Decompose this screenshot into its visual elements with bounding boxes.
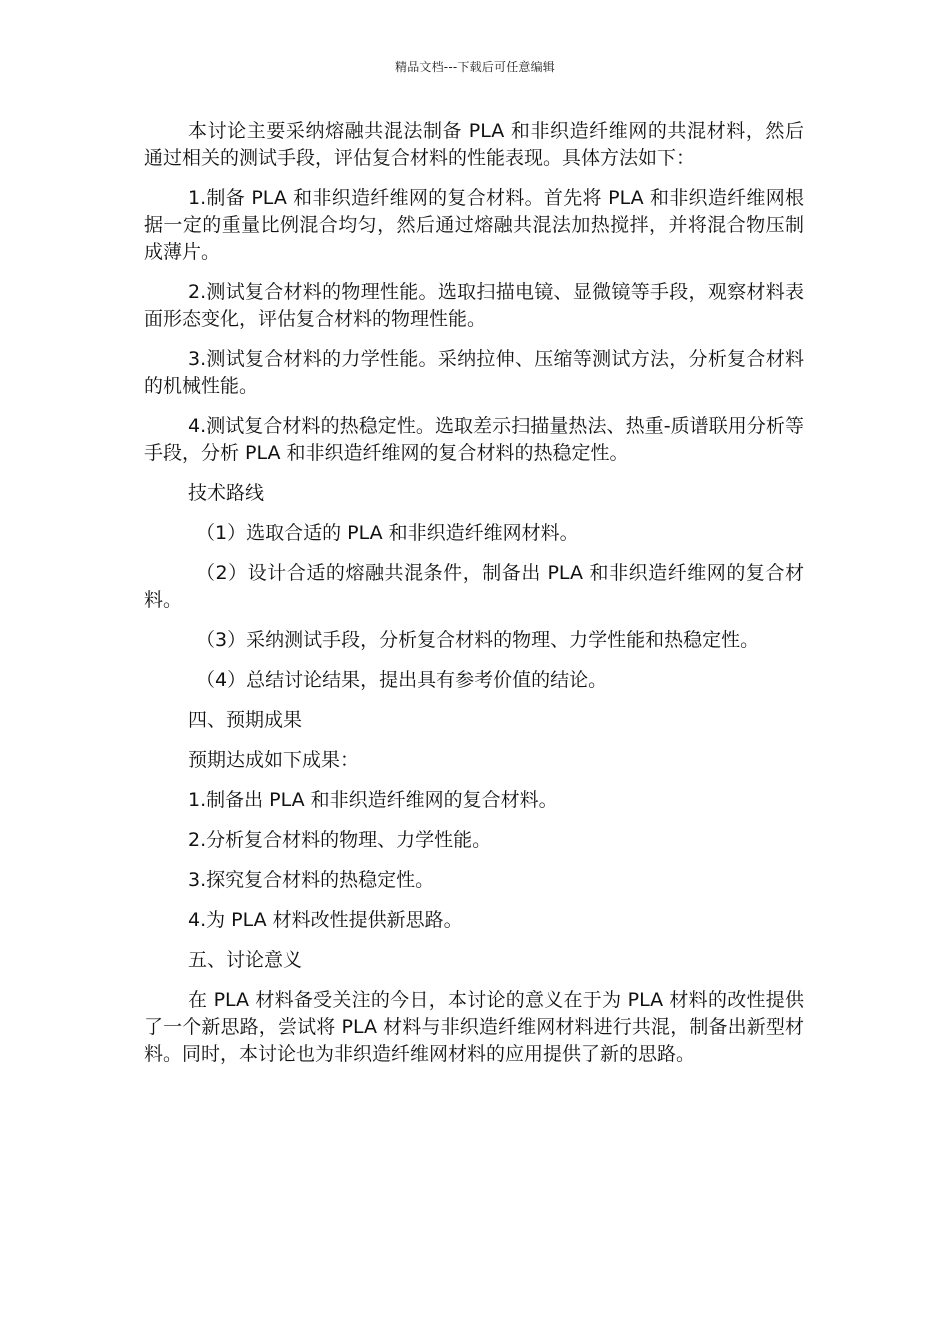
route-step-4: （4）总结讨论结果，提出具有参考价值的结论。 xyxy=(196,669,608,691)
route-step-1: （1）选取合适的 PLA 和非织造纤维网材料。 xyxy=(196,522,579,544)
expected-result-1: 1.制备出 PLA 和非织造纤维网的复合材料。 xyxy=(188,789,558,811)
significance-paragraph: 在 PLA 材料备受关注的今日，本讨论的意义在于为 PLA 材料的改性提供了一个新思路，尝试将 PLA 材料与非织造纤维网材料进行共混，制备出新型材料。同时，本讨论也为非织造纤维网材料的应用提供了新的思路。 xyxy=(144,989,804,1065)
route-step-3: （3）采纳测试手段，分析复合材料的物理、力学性能和热稳定性。 xyxy=(196,629,760,651)
expected-result-3: 3.探究复合材料的热稳定性。 xyxy=(188,869,435,891)
method-step-3: 3.测试复合材料的力学性能。采纳拉伸、压缩等测试方法，分析复合材料的机械性能。 xyxy=(144,348,804,397)
intro-paragraph: 本讨论主要采纳熔融共混法制备 PLA 和非织造纤维网的共混材料，然后通过相关的测试手段，评估复合材料的性能表现。具体方法如下： xyxy=(144,120,804,169)
document-body xyxy=(144,118,804,1081)
route-step-2: （2）设计合适的熔融共混条件，制备出 PLA 和非织造纤维网的复合材料。 xyxy=(144,562,804,611)
expected-results-intro: 预期达成如下成果： xyxy=(188,749,360,771)
method-step-1: 1.制备 PLA 和非织造纤维网的复合材料。首先将 PLA 和非织造纤维网根据一定的重量比例混合均匀，然后通过熔融共混法加热搅拌，并将混合物压制成薄片。 xyxy=(144,187,804,263)
section-heading-significance: 五、讨论意义 xyxy=(188,949,303,971)
section-heading-expected-results: 四、预期成果 xyxy=(188,709,303,731)
method-step-4: 4.测试复合材料的热稳定性。选取差示扫描量热法、热重-质谱联用分析等手段，分析 PLA 和非织造纤维网的复合材料的热稳定性。 xyxy=(144,415,804,464)
expected-result-2: 2.分析复合材料的物理、力学性能。 xyxy=(188,829,492,851)
expected-result-4: 4.为 PLA 材料改性提供新思路。 xyxy=(188,909,463,931)
page-header: 精品文档---下载后可任意编辑 xyxy=(395,60,555,74)
section-heading-technical-route: 技术路线 xyxy=(188,482,265,504)
method-step-2: 2.测试复合材料的物理性能。选取扫描电镜、显微镜等手段，观察材料表面形态变化，评估复合材料的物理性能。 xyxy=(144,281,804,330)
